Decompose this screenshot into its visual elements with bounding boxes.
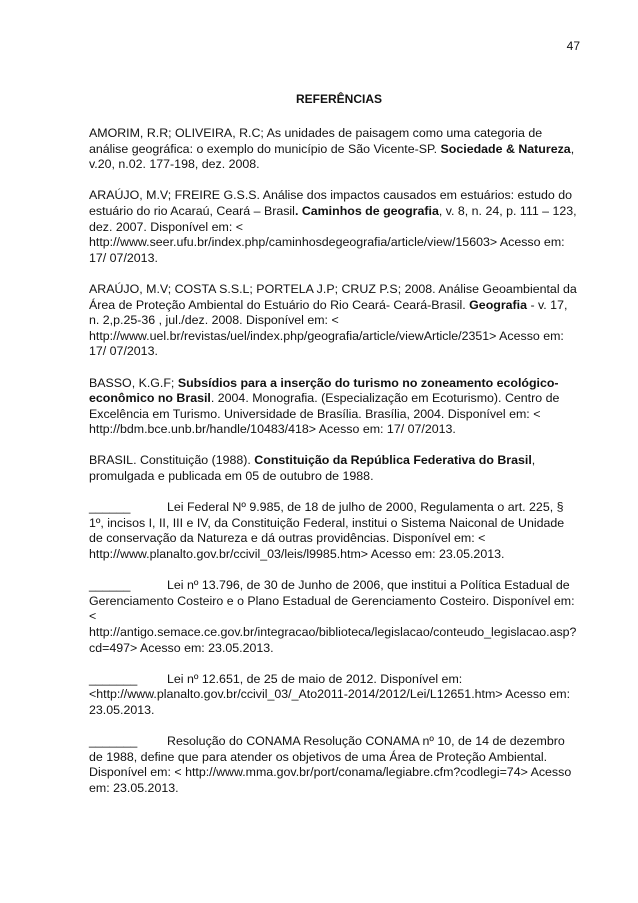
reference-details: - v. 17, n. 2,p.25-36 , jul./dez. 2008. Disponível em: < http://www.uel.br/revistas/uel/index.php/geografia/article/viewArticle/2351> Acesso em: 17/ 07/2013. <box>89 297 568 359</box>
reference-entry <box>89 500 581 562</box>
reference-details: , v.20, n.02. 177-198, dez. 2008. <box>89 141 575 172</box>
reference-text: BASSO, K.G.F; <box>89 375 178 390</box>
reference-entry <box>89 453 581 484</box>
reference-list <box>89 126 581 812</box>
reference-entry <box>89 578 581 656</box>
reference-text: ARAÚJO, M.V; FREIRE G.S.S. Análise dos impactos causados em estuários: estudo do estuário do rio Acaraú, Ceará – Brasil <box>89 188 572 218</box>
reference-entry <box>89 282 581 360</box>
repeat-author-dash: _______ <box>89 734 138 749</box>
reference-details: , v. 8, n. 24, p. 111 – 123, dez. 2007. Disponível em: < http://www.seer.ufu.br/index.php/caminhosdegeografia/article/view/15603> Acesso em: 17/ 07/2013. <box>89 203 577 265</box>
page-number: 47 <box>566 39 580 53</box>
page-title: REFERÊNCIAS <box>295 92 382 106</box>
reference-entry <box>89 126 581 173</box>
reference-text: BRASIL. Constituição (1988). <box>89 453 255 468</box>
repeat-author-dash: _______ <box>89 671 138 686</box>
reference-source: Sociedade & Natureza <box>440 141 571 156</box>
repeat-author-dash: ______ <box>89 500 131 515</box>
reference-text: Lei nº 12.651, de 25 de maio de 2012. Disponível em: <http://www.planalto.gov.br/ccivil_03/_Ato2011-2014/2012/Lei/L12651.htm> Acesso em: 23.05.2013. <box>89 671 571 717</box>
reference-source: Subsídios para a inserção do turismo no zoneamento ecológico-econômico no Brasil <box>89 375 559 406</box>
reference-source: Geografia <box>469 297 528 312</box>
reference-source: . Caminhos de geografia <box>294 203 439 218</box>
reference-text: Lei nº 13.796, de 30 de Junho de 2006, que institui a Política Estadual de Gerenciamento Costeiro e o Plano Estadual de Gerenciamento Costeiro. Disponível em: < http://antigo.semace.ce.gov.br/integracao/biblioteca/legislacao/conteudo_legislacao.asp?cd=497> Acesso em: 23.05.2013. <box>89 578 577 655</box>
reference-text: Lei Federal Nº 9.985, de 18 de julho de 2000, Regulamenta o art. 225, § 1º, incisos I, II, III e IV, da Constituição Federal, institui o Sistema Naiconal de Unidade de conservação da Natureza e dá outras providências. Disponível em: < http://www.planalto.gov.br/ccivil_03/leis/l9985.htm> Acesso em: 23.05.2013. <box>89 500 565 562</box>
reference-text: Resolução do CONAMA Resolução CONAMA nº 10, de 14 de dezembro de 1988, define que para atender os objetivos de uma Área de Proteção Ambiental. Disponível em: < http://www.mma.gov.br/port/conama/legiabre.cfm?codlegi=74> Acesso em: 23.05.2013. <box>89 734 572 795</box>
reference-text: ARAÚJO, M.V; COSTA S.S.L; PORTELA J.P; CRUZ P.S; 2008. Análise Geoambiental da Área de Proteção Ambiental do Estuário do Rio Ceará- Ceará-Brasil. <box>89 281 577 312</box>
repeat-author-dash: ______ <box>89 578 131 593</box>
reference-source: Constituição da República Federativa do Brasil <box>254 453 532 468</box>
reference-entry <box>89 734 581 796</box>
reference-details: , promulgada e publicada em 05 de outubro de 1988. <box>89 453 536 484</box>
reference-entry <box>89 188 581 266</box>
reference-entry <box>89 376 581 438</box>
reference-text: AMORIM, R.R; OLIVEIRA, R.C; As unidades de paisagem como uma categoria de análise geográfica: o exemplo do município de São Vicente-SP. <box>89 126 543 156</box>
reference-details: . 2004. Monografia. (Especialização em Ecoturismo). Centro de Excelência em Turismo. Universidade de Brasília. Brasília, 2004. Disponível em: < http://bdm.bce.unb.br/handle/10483/418> Acesso em: 17/ 07/2013. <box>89 391 560 437</box>
reference-entry <box>89 672 581 719</box>
